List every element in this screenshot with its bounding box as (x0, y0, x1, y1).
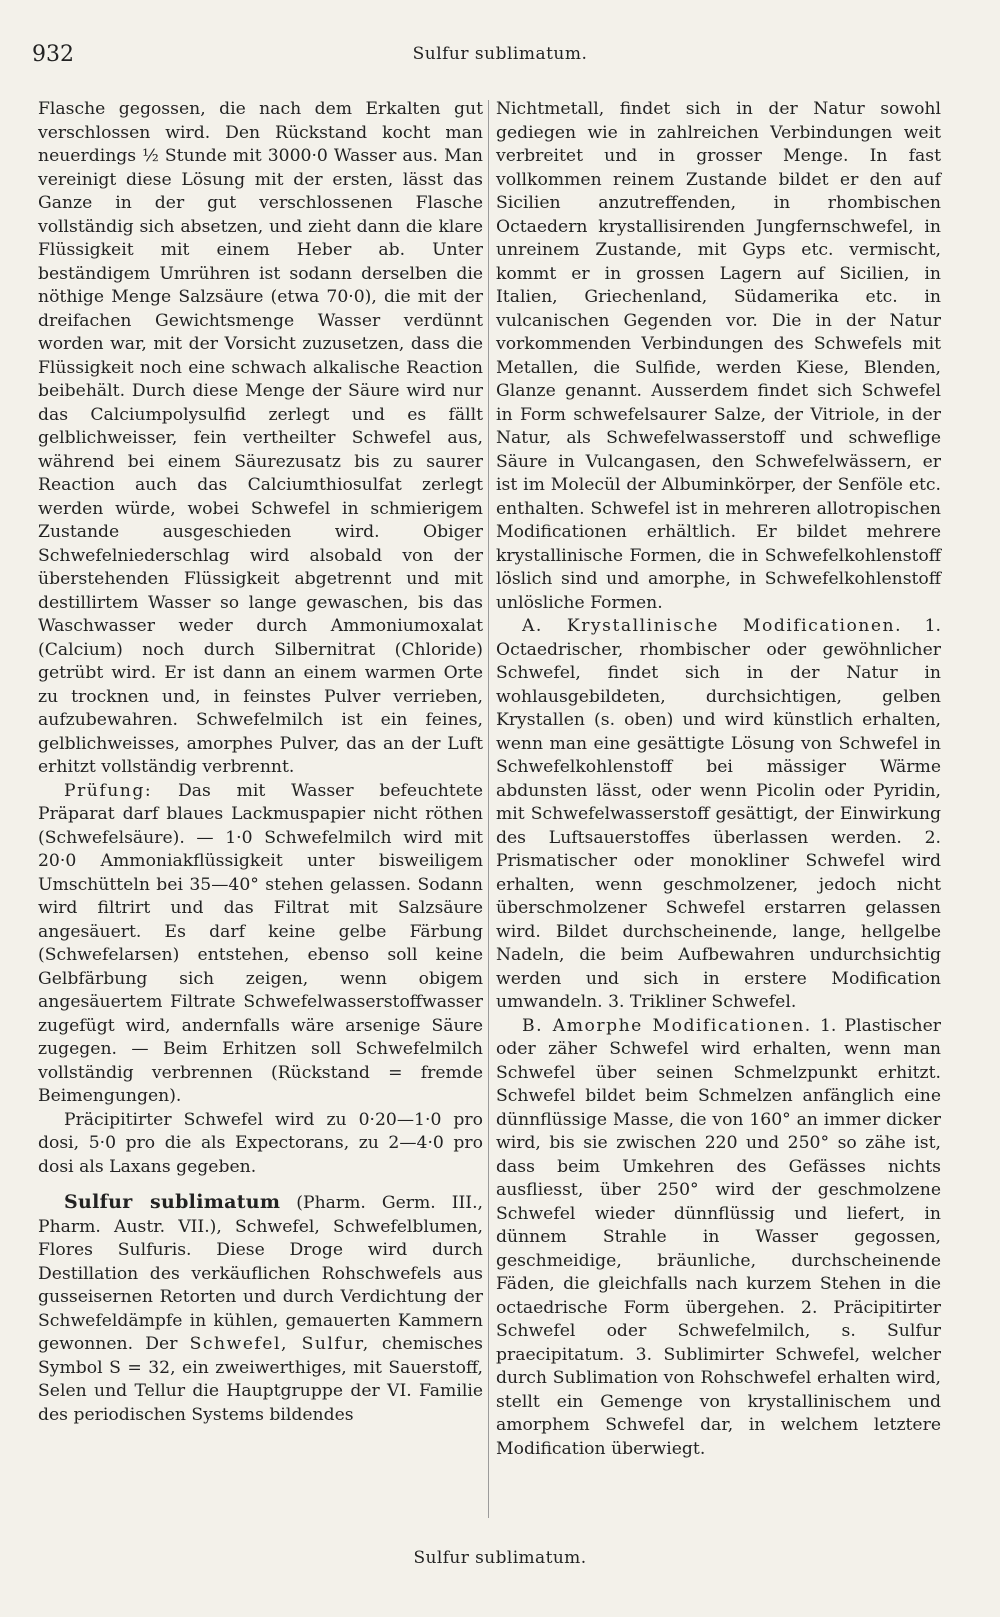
amorphous-text: 1. Plastischer oder zäher Schwefel wird erhalten, wenn man Schwefel über seinen Schmelzpunkt erhitzt. Schwefel bildet beim Schmelzen anfänglich eine dünnflüssige Masse, die von 160° an immer dicker wird, bis sie zwischen 220 und 250° so zähe ist, dass beim Umkehren des Gefässes nichts ausfliesst, über 250° wird der geschmolzene Schwefel wieder dünnflüssig und liefert, in dünnem Strahle in Wasser gegossen, geschmeidige, bräunliche, durchscheinende Fäden, die gleichfalls nach kurzem Stehen in die octaedrische Form übergehen. 2. Präcipitirter Schwefel oder Schwefelmilch, s. Sulfur praecipitatum. 3. Sublimirter Schwefel, welcher durch Sublimation von Rohschwefel erhalten wird, stellt ein Gemenge von krystallinischem und amorphem Schwefel dar, in welchem letztere Modification überwiegt. (496, 1015, 941, 1459)
crystalline-label: A. Krystallinische Modificationen. (522, 616, 903, 636)
entry-spaced-term: Schwefel, Sulfur, (189, 1334, 370, 1354)
left-paragraph-dosage: Präcipitirter Schwefel wird zu 0·20—1·0 pro dosi, 5·0 pro die als Expectorans, zu 2—4·0 pro dosi als Laxans gegeben. (38, 1109, 483, 1177)
left-paragraph-sulfur-sublimatum (38, 1191, 483, 1427)
entry-term: Sulfur sublimatum (64, 1191, 281, 1213)
right-paragraph-crystalline (496, 615, 941, 1015)
right-paragraph-1: Nichtmetall, findet sich in der Natur sowohl gediegen wie in zahlreichen Verbindungen weit verbreitet und in grosser Menge. In fast vollkommen reinem Zustande bildet er den auf Sicilien anzutreffenden, in rhombischen Octaedern krystallisirenden Jungfernschwefel, in unreinem Zustande, mit Gyps etc. vermischt, kommt er in grossen Lagern auf Sicilien, in Italien, Griechenland, Südamerika etc. in vulcanischen Gegenden vor. Die in der Natur vorkommenden Verbindungen des Schwefels mit Metallen, die Sulfide, werden Kiese, Blenden, Glanze genannt. Ausserdem findet sich Schwefel in Form schwefelsaurer Salze, der Vitriole, in der Natur, als Schwefelwasserstoff und schweflige Säure in Vulcangasen, den Schwefelwässern, er ist im Molecül der Albuminkörper, der Senföle etc. enthalten. Schwefel ist in mehreren allotropischen Modificationen erhältlich. Er bildet mehrere krystallinische Formen, die in Schwefelkohlenstoff löslich sind und amorphe, in Schwefelkohlenstoff unlösliche Formen. (496, 99, 941, 613)
footer-label: Sulfur sublimatum. (413, 1548, 587, 1568)
running-title: Sulfur sublimatum. (412, 44, 588, 64)
left-paragraph-pruefung (38, 780, 483, 1109)
crystalline-text: 1. Octaedrischer, rhombischer oder gewöhnlicher Schwefel, findet sich in der Natur in wohlausgebildeten, durchsichtigen, gelben Krystallen (s. oben) und wird künstlich erhalten, wenn man eine gesättigte Lösung von Schwefel in Schwefelkohlenstoff bei mässiger Wärme abdunsten lässt, oder wenn Picolin oder Pyridin, mit Schwefelwasserstoff gesättigt, der Einwirkung des Luftsauerstoffes überlassen werden. 2. Prismatischer oder monokliner Schwefel wird erhalten, wenn geschmolzener, jedoch nicht überschmolzener Schwefel erstarren gelassen wird. Bildet durchscheinende, lange, hellgelbe Nadeln, die beim Aufbewahren undurchsichtig werden und sich in erstere Modification umwandeln. 3. Trikliner Schwefel. (496, 616, 941, 1012)
page-number: 932 (32, 42, 74, 67)
pruefung-text: Das mit Wasser befeuchtete Präparat darf blaues Lackmuspapier nicht röthen (Schwefelsäure). — 1·0 Schwefelmilch wird mit 20·0 Ammoniakflüssigkeit unter bisweiligem Umschütteln bei 35—40° stehen gelassen. Sodann wird filtrirt und das Filtrat mit Salzsäure angesäuert. Es darf keine gelbe Färbung (Schwefelarsen) entstehen, ebenso soll keine Gelbfärbung sich zeigen, wenn obigem angesäuertem Filtrate Schwefelwasserstoffwasser zugefügt wird, andernfalls wäre arsenige Säure zugegen. — Beim Erhitzen soll Schwefelmilch vollständig verbrennen (Rückstand = fremde Beimengungen). (38, 780, 483, 1106)
amorphous-label: B. Amorphe Modificationen. (522, 1015, 812, 1036)
column-divider (488, 100, 489, 1518)
pruefung-label: Prüfung: (64, 780, 153, 801)
left-paragraph-1: Flasche gegossen, die nach dem Erkalten gut verschlossen wird. Den Rückstand kocht man neuerdings ½ Stunde mit 3000·0 Wasser aus. Man vereinigt diese Lösung mit der ersten, lässt das Ganze in der gut verschlossenen Flasche vollständig sich absetzen, und zieht dann die klare Flüssigkeit mit einem Heber ab. Unter beständigem Umrühren ist sodann derselben die nöthige Menge Salzsäure (etwa 70·0), die mit der dreifachen Gewichtsmenge Wasser verdünnt worden war, mit der Vorsicht zuzusetzen, dass die Flüssigkeit noch eine schwach alkalische Reaction beibehält. Durch diese Menge der Säure wird nur das Calciumpolysulfid zerlegt und es fällt gelblichweisser, fein vertheilter Schwefel aus, während bei einem Säurezusatz bis zu saurer Reaction auch das Calciumthiosulfat zerlegt werden würde, wobei Schwefel in schmierigem Zustande ausgeschieden wird. Obiger Schwefelniederschlag wird alsobald von der überstehenden Flüssigkeit abgetrennt und mit destillirtem Wasser so lange gewaschen, bis das Waschwasser weder durch Ammoniumoxalat (Calcium) noch durch Silbernitrat (Chloride) getrübt wird. Er ist dann an einem warmen Orte zu trocknen und, in feinstes Pulver verrieben, aufzubewahren. Schwefelmilch ist ein feines, gelblichweisses, amorphes Pulver, das an der Luft erhitzt vollständig verbrennt. (38, 99, 483, 777)
left-column (38, 98, 483, 1427)
entry-text-continued: chemisches Symbol S = 32, ein zweiwerthiges, mit Sauerstoff, Selen und Tellur die Hauptgruppe der VI. Familie des periodischen Systems bildendes (38, 1334, 483, 1425)
right-column (496, 98, 941, 1461)
right-paragraph-amorphous (496, 1015, 941, 1462)
entry-text: (Pharm. Germ. III., Pharm. Austr. VII.), Schwefel, Schwefelblumen, Flores Sulfuris. Diese Droge wird durch Destillation des verkäuflichen Rohschwefels aus gusseisernen Retorten und durch Verdichtung der Schwefeldämpfe in kühlen, gemauerten Kammern gewonnen. Der (38, 1193, 483, 1354)
